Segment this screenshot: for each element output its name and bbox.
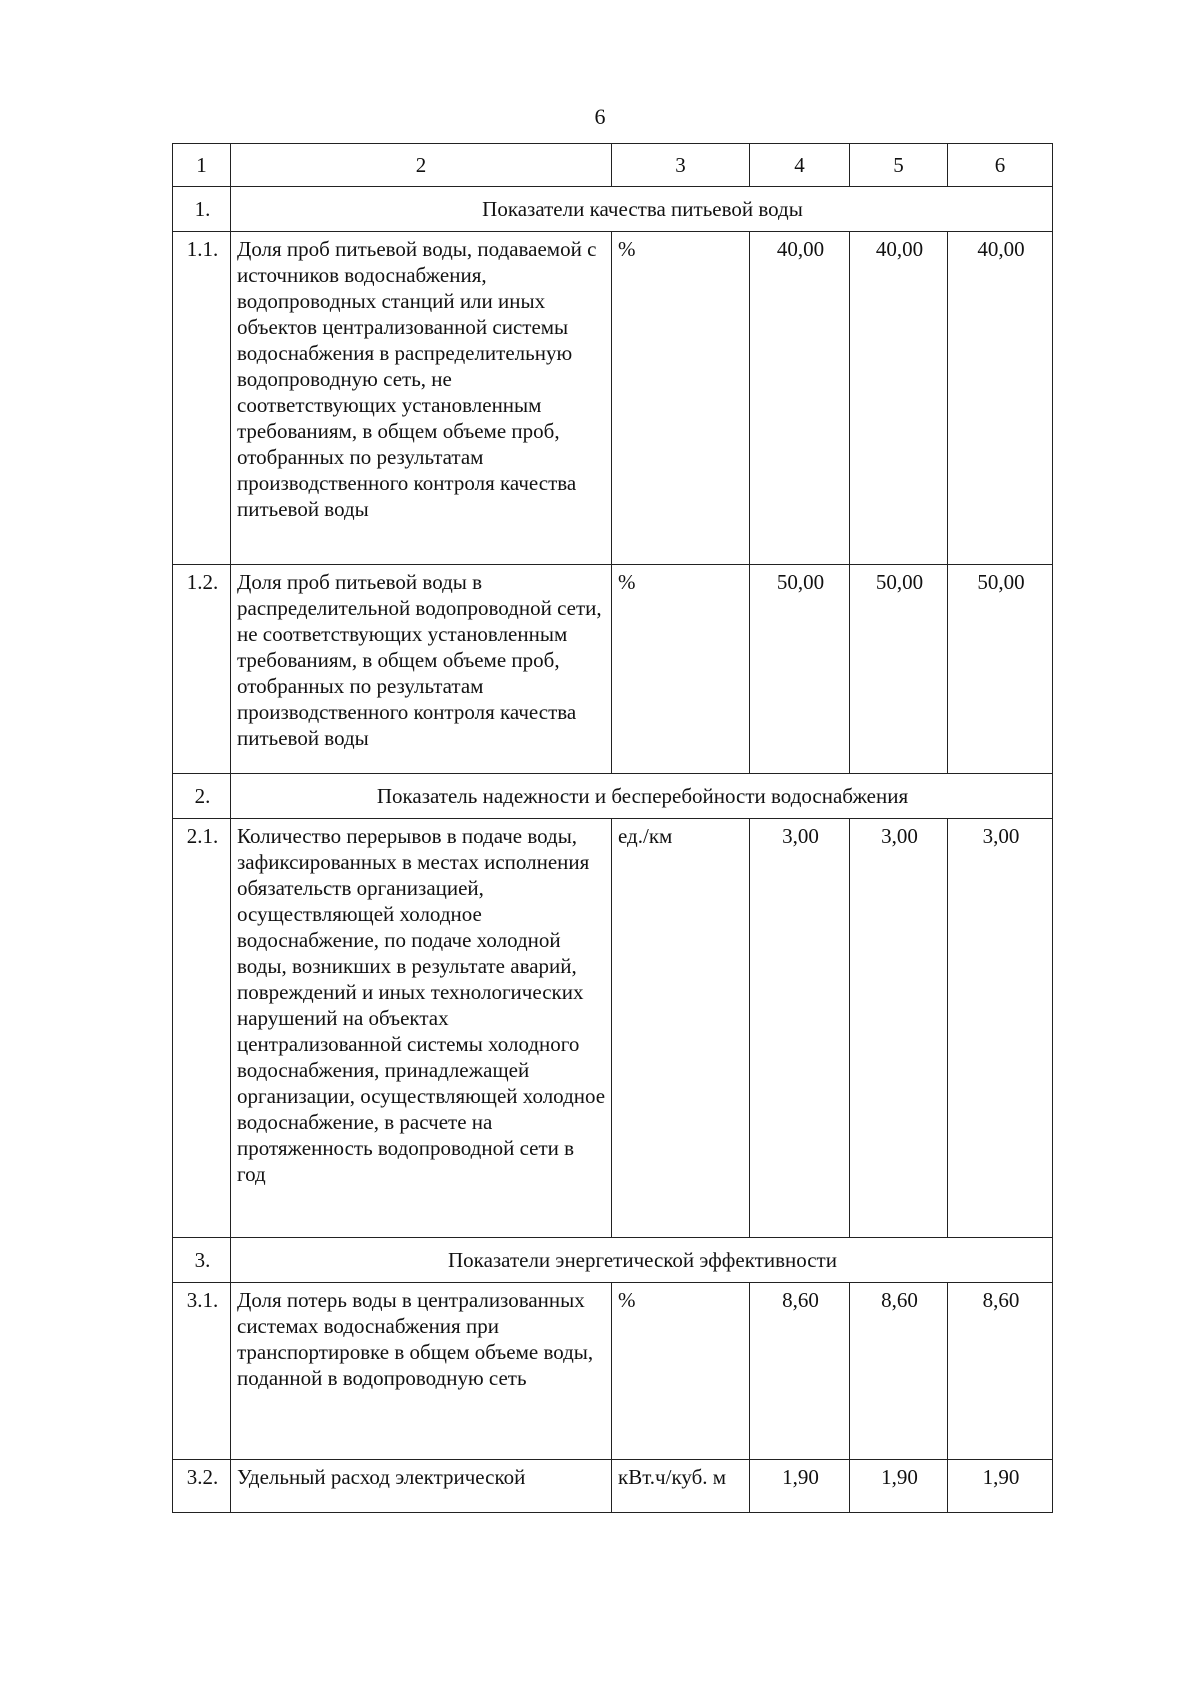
row-description: Доля проб питьевой воды, подаваемой с источников водоснабжения, водопроводных станций или иных объектов централизованной системы водоснабжения в распределительную водопроводную сеть, не соответствующих установленным требованиям, в общем объеме проб, отобранных по результатам производственного контроля качества питьевой воды	[231, 232, 612, 565]
row-value-col6: 8,60	[948, 1283, 1053, 1460]
header-cell-3: 3	[612, 144, 750, 187]
row-unit: %	[612, 565, 750, 774]
row-unit: %	[612, 232, 750, 565]
row-value-col5: 8,60	[850, 1283, 948, 1460]
row-value-col6: 40,00	[948, 232, 1053, 565]
row-unit: %	[612, 1283, 750, 1460]
row-description: Доля потерь воды в централизованных системах водоснабжения при транспортировке в общем объеме воды, поданной в водопроводную сеть	[231, 1283, 612, 1460]
table-row	[173, 1460, 1053, 1513]
section-row	[173, 187, 1053, 232]
row-number: 1.1.	[173, 232, 231, 565]
section-number: 3.	[173, 1238, 231, 1283]
row-number: 3.2.	[173, 1460, 231, 1513]
header-row	[173, 144, 1053, 187]
row-value-col4: 3,00	[750, 819, 850, 1238]
row-value-col5: 1,90	[850, 1460, 948, 1513]
row-value-col6: 1,90	[948, 1460, 1053, 1513]
table-row	[173, 232, 1053, 565]
row-value-col5: 50,00	[850, 565, 948, 774]
row-value-col4: 1,90	[750, 1460, 850, 1513]
row-value-col4: 8,60	[750, 1283, 850, 1460]
section-number: 1.	[173, 187, 231, 232]
row-value-col4: 40,00	[750, 232, 850, 565]
header-cell-5: 5	[850, 144, 948, 187]
indicators-table	[172, 143, 1053, 1513]
table-row	[173, 1283, 1053, 1460]
row-number: 2.1.	[173, 819, 231, 1238]
row-description: Доля проб питьевой воды в распределительной водопроводной сети, не соответствующих установленным требованиям, в общем объеме проб, отобранных по результатам производственного контроля качества питьевой воды	[231, 565, 612, 774]
section-title: Показатели качества питьевой воды	[231, 187, 1053, 232]
section-row	[173, 774, 1053, 819]
section-row	[173, 1238, 1053, 1283]
table-row	[173, 819, 1053, 1238]
row-number: 3.1.	[173, 1283, 231, 1460]
section-title: Показатели энергетической эффективности	[231, 1238, 1053, 1283]
section-title: Показатель надежности и бесперебойности водоснабжения	[231, 774, 1053, 819]
row-unit: ед./км	[612, 819, 750, 1238]
table-row	[173, 565, 1053, 774]
page-number: 6	[594, 104, 606, 129]
row-value-col5: 3,00	[850, 819, 948, 1238]
section-number: 2.	[173, 774, 231, 819]
header-cell-2: 2	[231, 144, 612, 187]
header-cell-4: 4	[750, 144, 850, 187]
row-description: Количество перерывов в подаче воды, зафиксированных в местах исполнения обязательств организацией, осуществляющей холодное водоснабжение, по подаче холодной воды, возникших в результате аварий, повреждений и иных технологических нарушений на объектах централизованной системы холодного водоснабжения, принадлежащей организации, осуществляющей холодное водоснабжение, в расчете на протяженность водопроводной сети в год	[231, 819, 612, 1238]
row-value-col5: 40,00	[850, 232, 948, 565]
row-value-col6: 3,00	[948, 819, 1053, 1238]
header-cell-1: 1	[173, 144, 231, 187]
header-cell-6: 6	[948, 144, 1053, 187]
row-number: 1.2.	[173, 565, 231, 774]
row-description: Удельный расход электрической	[231, 1460, 612, 1513]
row-unit: кВт.ч/куб. м	[612, 1460, 750, 1513]
row-value-col6: 50,00	[948, 565, 1053, 774]
row-value-col4: 50,00	[750, 565, 850, 774]
